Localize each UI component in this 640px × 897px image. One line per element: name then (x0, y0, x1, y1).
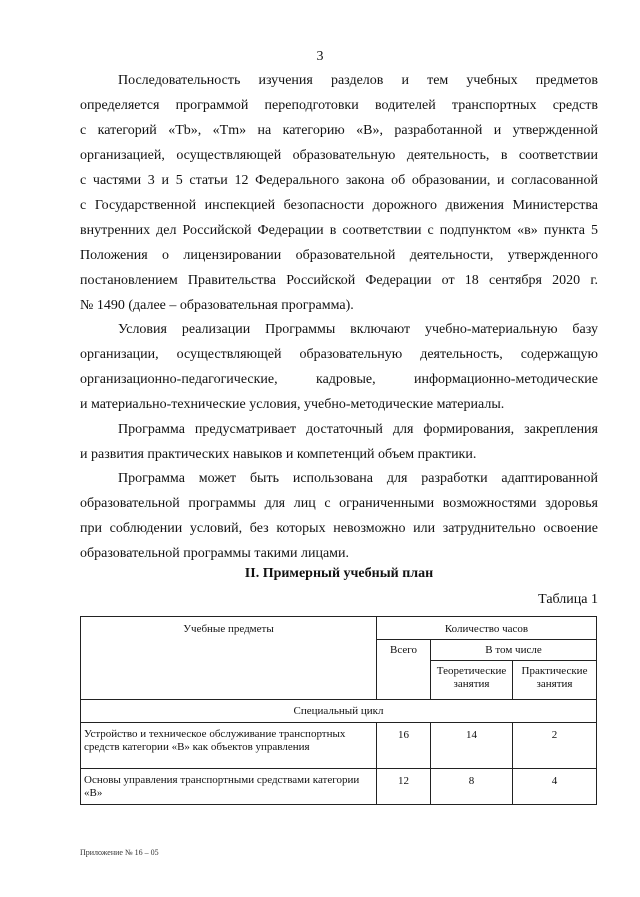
text-line: образовательной программы для лиц с ограниченными возможностями здоровья (80, 496, 598, 511)
text-line: образовательной программы такими лицами. (80, 546, 350, 561)
text-line: организации, осуществляющей образовательную деятельность, содержащую (80, 347, 598, 362)
table-header-row (81, 617, 597, 640)
subject-name-cell: Устройство и техническое обслуживание транспортных средств категории «B» как объектов управления (81, 723, 377, 769)
section-cell: Специальный цикл (81, 700, 597, 723)
table-caption: Таблица 1 (538, 592, 598, 607)
header-subjects: Учебные предметы (81, 617, 377, 700)
paragraph-practice (80, 417, 598, 467)
practice-cell: 4 (513, 769, 597, 805)
table-row (81, 723, 597, 769)
page-number: 3 (316, 49, 324, 64)
text-line: Условия реализации Программы включают учебно-материальную базу (118, 322, 598, 337)
header-including: В том числе (431, 640, 597, 661)
text-line: Последовательность изучения разделов и тем учебных предметов (118, 73, 598, 88)
total-cell: 12 (377, 769, 431, 805)
curriculum-table (80, 616, 597, 805)
practice-cell: 2 (513, 723, 597, 769)
text-line: внутренних дел Российской Федерации в соответствии с подпунктом «в» пункта 5 (80, 223, 598, 238)
text-line: организационно-педагогические, кадровые, информационно-методические (80, 372, 598, 387)
text-line: и развития практических навыков и компетенций объем практики. (80, 447, 477, 462)
text-line: Программа предусматривает достаточный для формирования, закрепления (118, 422, 598, 437)
table-row (81, 769, 597, 805)
section-heading: II. Примерный учебный план (244, 566, 434, 581)
header-hours: Количество часов (377, 617, 597, 640)
table-section-row (81, 700, 597, 723)
theory-cell: 14 (431, 723, 513, 769)
header-total: Всего (377, 640, 431, 700)
footer-annex-note: Приложение № 16 – 05 (80, 848, 159, 857)
theory-cell: 8 (431, 769, 513, 805)
paragraph-conditions (80, 317, 598, 417)
text-line: постановлением Правительства Российской Федерации от 18 сентября 2020 г. (80, 273, 598, 288)
header-practice: Практические занятия (513, 661, 597, 700)
text-line: Положения о лицензировании образовательной деятельности, утвержденного (80, 248, 598, 263)
text-line: определяется программой переподготовки водителей транспортных средств (80, 98, 598, 113)
text-line: организацией, осуществляющей образовательную деятельность, в соответствии (80, 148, 598, 163)
text-line: Программа может быть использована для разработки адаптированной (118, 471, 598, 486)
text-line: с частями 3 и 5 статьи 12 Федерального закона об образовании, и согласованной (80, 173, 598, 188)
text-line: с категорий «Tb», «Tm» на категорию «B», разработанной и утвержденной (80, 123, 598, 138)
text-line: при соблюдении условий, без которых невозможно или затруднительно освоение (80, 521, 598, 536)
subject-name-cell: Основы управления транспортными средствами категории «B» (81, 769, 377, 805)
paragraph-sequence (80, 68, 598, 318)
paragraph-adapted (80, 466, 598, 566)
text-line: и материально-технические условия, учебно-методические материалы. (80, 397, 505, 412)
text-line: с Государственной инспекцией безопасности дорожного движения Министерства (80, 198, 598, 213)
total-cell: 16 (377, 723, 431, 769)
header-theory: Теоретические занятия (431, 661, 513, 700)
text-line: № 1490 (далее – образовательная программа). (80, 298, 354, 313)
